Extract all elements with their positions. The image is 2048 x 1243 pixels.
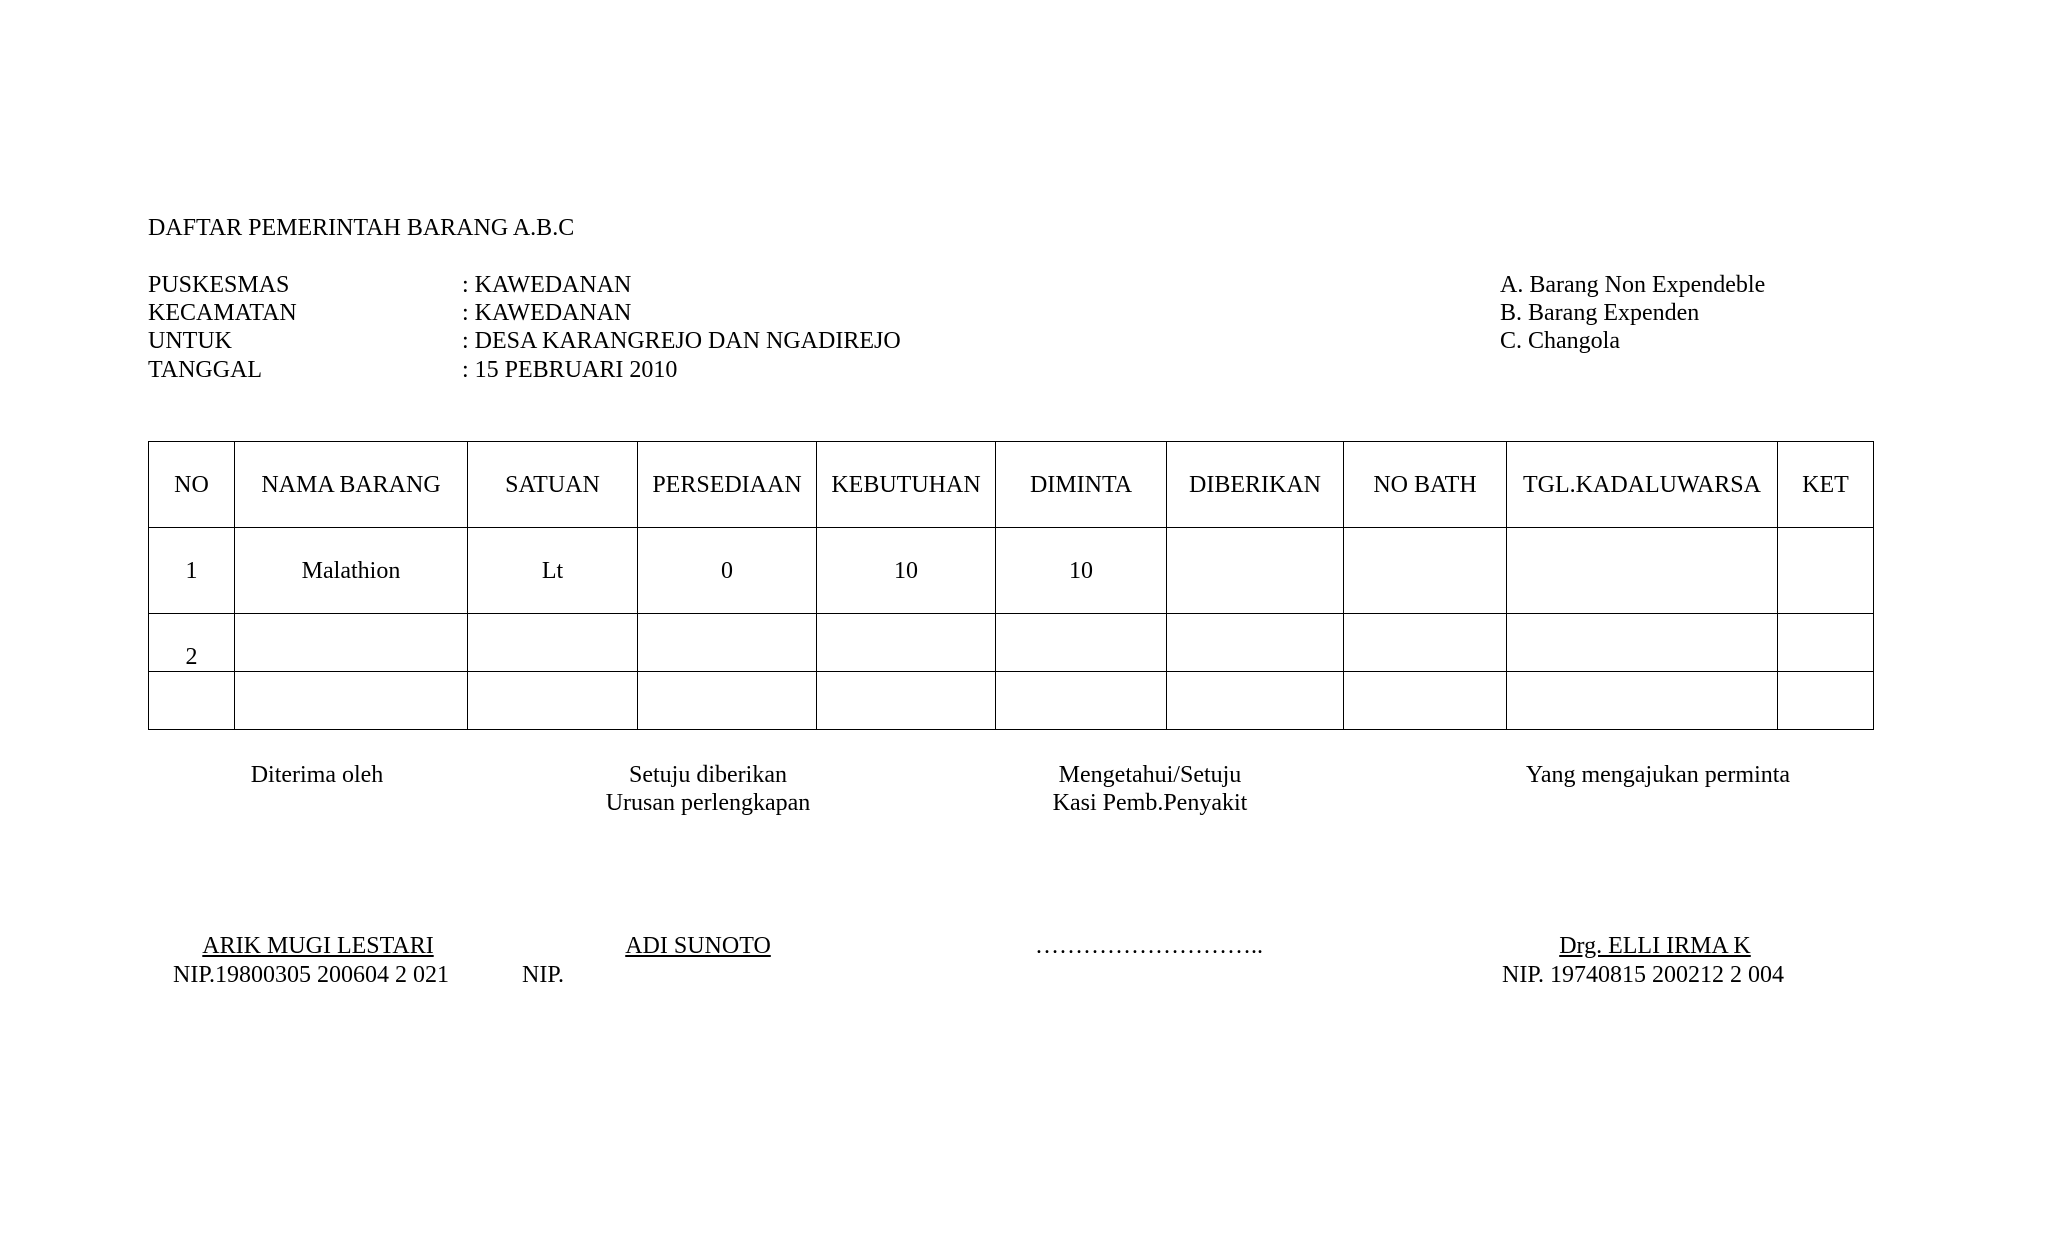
column-header-tgl-kadaluwarsa: TGL.KADALUWARSA [1507, 442, 1778, 528]
table-cell-persediaan: 0 [638, 528, 817, 614]
table-cell-no-bath [1344, 528, 1507, 614]
column-header-diberikan: DIBERIKAN [1167, 442, 1344, 528]
table-cell-satuan [468, 672, 638, 730]
column-header-ket: KET [1778, 442, 1874, 528]
table-cell-diminta [996, 614, 1167, 672]
signature-caption-approved-line2: Urusan perlengkapan [605, 790, 811, 816]
table-cell-tgl-kadaluwarsa [1507, 528, 1778, 614]
signature-name-requester: Drg. ELLI IRMA K [1559, 933, 1751, 959]
column-header-no: NO [149, 442, 235, 528]
column-header-kebutuhan: KEBUTUHAN [817, 442, 996, 528]
column-header-diminta: DIMINTA [996, 442, 1167, 528]
table-cell-diminta: 10 [996, 528, 1167, 614]
table-cell-ket [1778, 614, 1874, 672]
table-cell-no-bath [1344, 614, 1507, 672]
info-value-puskesmas: : KAWEDANAN [462, 272, 632, 298]
info-value-kecamatan: : KAWEDANAN [462, 300, 632, 326]
info-value-untuk: : DESA KARANGREJO DAN NGADIREJO [462, 328, 901, 354]
table-cell-ket [1778, 672, 1874, 730]
column-header-persediaan: PERSEDIAAN [638, 442, 817, 528]
table-cell-no: 1 [149, 528, 235, 614]
table-cell-diberikan [1167, 672, 1344, 730]
table-cell-satuan: Lt [468, 528, 638, 614]
signature-caption-acknowledged-line2: Kasi Pemb.Penyakit [1052, 790, 1248, 816]
info-label-tanggal: TANGGAL [148, 357, 263, 383]
table-cell-no [149, 672, 235, 730]
signature-name-received: ARIK MUGI LESTARI [202, 933, 434, 959]
signature-nip-received: NIP.19800305 200604 2 021 [173, 962, 450, 988]
table-cell-diberikan [1167, 528, 1344, 614]
table-cell-nama-barang [235, 614, 468, 672]
table-cell-kebutuhan [817, 672, 996, 730]
info-label-kecamatan: KECAMATAN [148, 300, 297, 326]
table-row [149, 614, 1874, 672]
category-a: A. Barang Non Expendeble [1500, 272, 1766, 298]
table-row [149, 672, 1874, 730]
table-cell-satuan [468, 614, 638, 672]
signature-caption-approved-line1: Setuju diberikan [629, 762, 787, 788]
info-value-tanggal: : 15 PEBRUARI 2010 [462, 357, 678, 383]
signature-caption-received: Diterima oleh [250, 762, 384, 788]
column-header-no-bath: NO BATH [1344, 442, 1507, 528]
table-cell-no [149, 614, 235, 672]
table-cell-tgl-kadaluwarsa [1507, 672, 1778, 730]
table-cell-nama-barang [235, 672, 468, 730]
items-table [148, 441, 1874, 730]
column-header-satuan: SATUAN [468, 442, 638, 528]
category-c: C. Changola [1500, 328, 1620, 354]
category-b: B. Barang Expenden [1500, 300, 1700, 326]
table-cell-kebutuhan [817, 614, 996, 672]
table-cell-diberikan [1167, 614, 1344, 672]
table-cell-no-text: 2 [185, 644, 198, 670]
table-row [149, 528, 1874, 614]
signature-name-acknowledged: ……………………….. [1035, 933, 1263, 959]
signature-caption-acknowledged-line1: Mengetahui/Setuju [1058, 762, 1242, 788]
info-label-untuk: UNTUK [148, 328, 232, 354]
signature-name-approved: ADI SUNOTO [625, 933, 771, 959]
signature-caption-requester: Yang mengajukan perminta [1525, 762, 1791, 788]
column-header-nama-barang: NAMA BARANG [235, 442, 468, 528]
table-header-row [149, 442, 1874, 528]
table-cell-no-bath [1344, 672, 1507, 730]
signature-nip-requester: NIP. 19740815 200212 2 004 [1502, 962, 1785, 988]
info-label-puskesmas: PUSKESMAS [148, 272, 290, 298]
table-cell-persediaan [638, 672, 817, 730]
table-cell-persediaan [638, 614, 817, 672]
table-cell-kebutuhan: 10 [817, 528, 996, 614]
table-cell-tgl-kadaluwarsa [1507, 614, 1778, 672]
document-title: DAFTAR PEMERINTAH BARANG A.B.C [148, 215, 575, 241]
table-cell-nama-barang: Malathion [235, 528, 468, 614]
table-cell-ket [1778, 528, 1874, 614]
signature-nip-approved: NIP. [522, 962, 565, 988]
table-cell-diminta [996, 672, 1167, 730]
